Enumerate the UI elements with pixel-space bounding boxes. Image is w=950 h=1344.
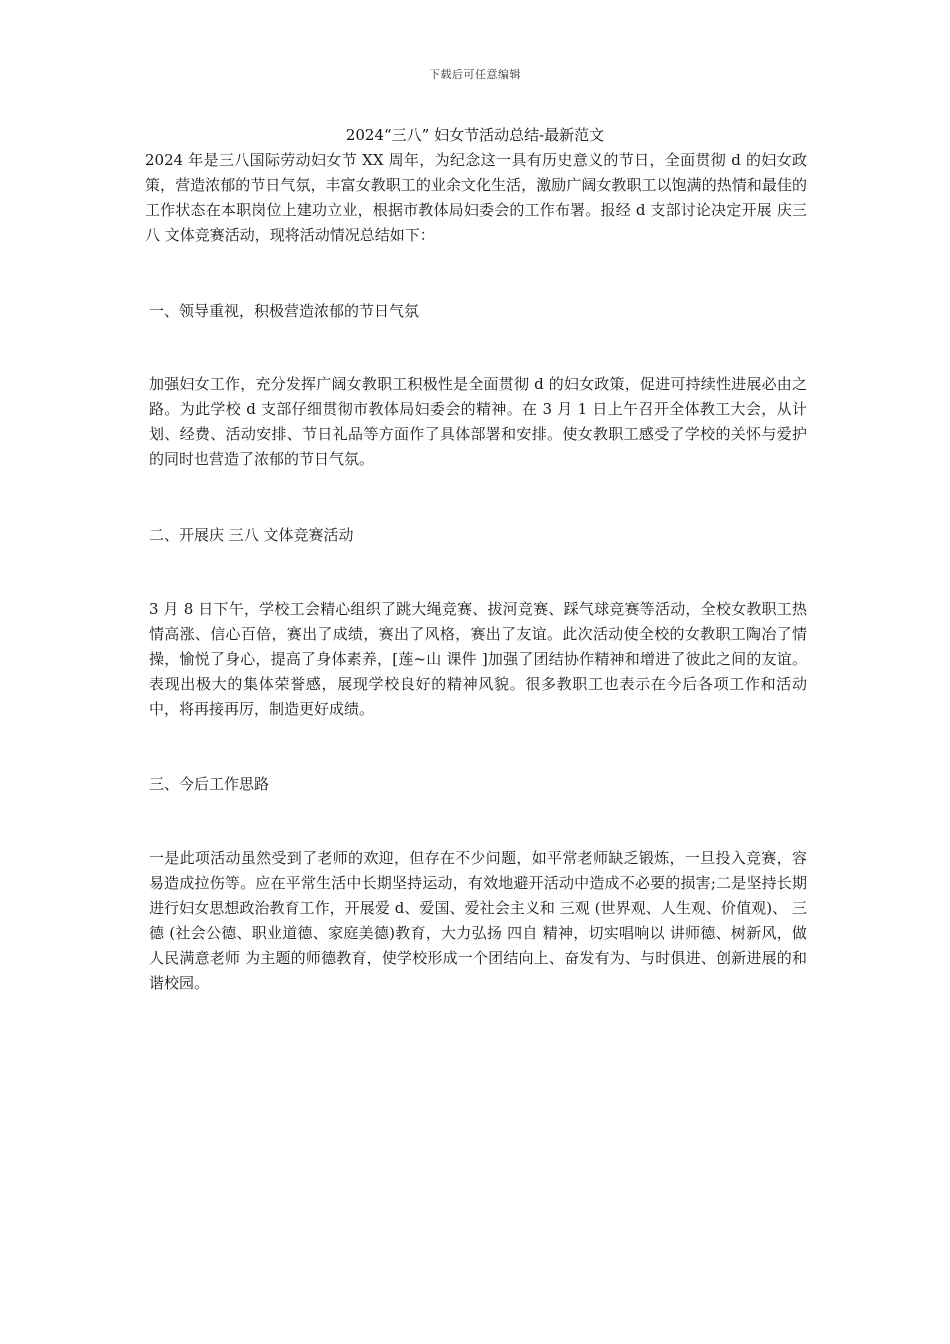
section-heading: 二、开展庆 三八 文体竞赛活动: [149, 526, 354, 544]
section-1-body-block: [145, 372, 807, 472]
section-2-body-block: [145, 597, 807, 722]
header-note: 下载后可任意编辑: [429, 68, 521, 81]
section-3-heading-block: [145, 772, 807, 797]
intro-text: 2024 年是三八国际劳动妇女节 XX 周年，为纪念这一具有历史意义的节日，全面贯彻 d 的妇女政策，营造浓郁的节日气氛，丰富女教职工的业余文化生活，激励广阔女教职工以饱满的热情和最佳的工作状态在本职岗位上建功立业，根据市教体局妇委会的工作布署。报经 d 支部讨论决定开展 庆三八 文体竞赛活动，现将活动情况总结如下：: [145, 151, 807, 244]
section-body: 加强妇女工作，充分发挥广阔女教职工积极性是全面贯彻 d 的妇女政策，促进可持续性进展必由之路。为此学校 d 支部仔细贯彻市教体局妇委会的精神。在 3 月 1 日上午召开全体教工大会，从计划、经费、活动安排、节日礼品等方面作了具体部署和安排。使女教职工感受了学校的关怀与爱护的同时也营造了浓郁的节日气氛。: [149, 375, 807, 468]
section-2-heading-block: [145, 523, 807, 548]
section-1-heading-block: [145, 299, 807, 324]
section-body: 3 月 8 日下午，学校工会精心组织了跳大绳竞赛、拔河竞赛、踩气球竞赛等活动，全校女教职工热情高涨、信心百倍，赛出了成绩，赛出了风格，赛出了友谊。此次活动使全校的女教职工陶冶了情操，愉悦了身心，提高了身体素养，[莲~山 课件 ]加强了团结协作精神和增进了彼此之间的友谊。表现出极大的集体荣誉感，展现学校良好的精神风貌。很多教职工也表示在今后各项工作和活动中，将再接再厉，制造更好成绩。: [149, 600, 807, 718]
intro-paragraph: [145, 148, 807, 248]
section-heading: 一、领导重视，积极营造浓郁的节日气氛: [149, 302, 420, 320]
section-heading: 三、今后工作思路: [149, 775, 270, 793]
section-3-body-block: [145, 846, 807, 996]
section-body: 一是此项活动虽然受到了老师的欢迎，但存在不少问题，如平常老师缺乏锻炼，一旦投入竞赛，容易造成拉伤等。应在平常生活中长期坚持运动，有效地避开活动中造成不必要的损害;二是坚持长期进行妇女思想政治教育工作，开展爱 d、爱国、爱社会主义和 三观 (世界观、人生观、价值观)、 三德 (社会公德、职业道德、家庭美德)教育，大力弘扬 四自 精神，切实唱响以 讲师德、树新风，做人民满意老师 为主题的师德教育，使学校形成一个团结向上、奋发有为、与时俱进、创新进展的和谐校园。: [149, 849, 807, 992]
document-title: 2024“三八” 妇女节活动总结-最新范文: [345, 126, 605, 144]
